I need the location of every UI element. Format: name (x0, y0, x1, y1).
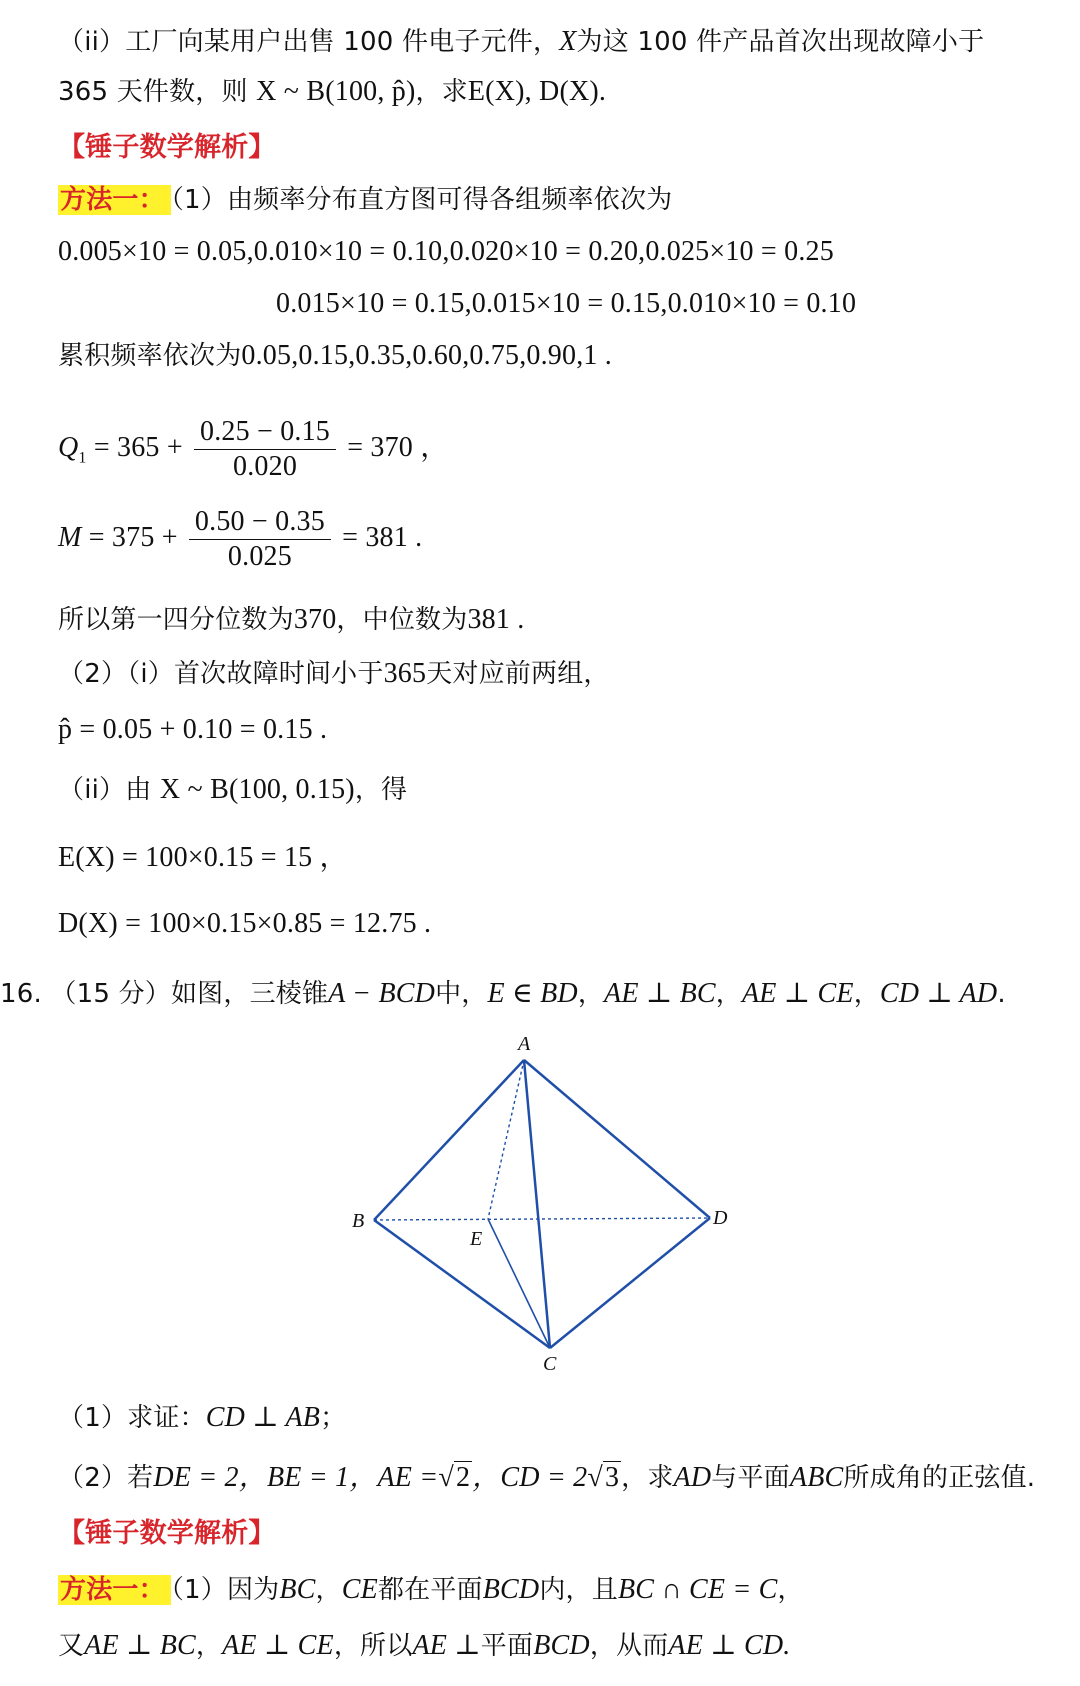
method-one-line (58, 180, 672, 220)
math-line: BC (279, 1574, 316, 1605)
expectation-equation: E(X) = 100×0.15 = 15 ， (58, 842, 348, 873)
math-text: = 381 . (342, 521, 423, 553)
label-b: B (352, 1210, 365, 1232)
text: ； (320, 1403, 347, 1433)
text: . (997, 979, 1006, 1009)
text: （1）由频率分布直方图可得各组频率依次为 (170, 185, 673, 215)
text: ，从而 (589, 1631, 669, 1661)
subquestion-1-line (58, 1398, 346, 1438)
math-value: 381 . (467, 604, 525, 635)
text: 都在平面 (377, 1575, 483, 1605)
math-intersection: BC ∩ CE = C (617, 1574, 778, 1605)
denominator: 0.020 (233, 451, 298, 482)
line-part-ii-question (58, 22, 984, 62)
math-statement: CD ⊥ AB (205, 1402, 321, 1433)
part-2-ii-line (58, 770, 407, 810)
label-a: A (518, 1033, 531, 1055)
math-x: X (559, 26, 577, 57)
text: 内，且 (539, 1575, 618, 1605)
sqrt-radicand: 2 (455, 1462, 471, 1493)
text: 与平面 (711, 1463, 790, 1493)
fraction (189, 505, 331, 574)
text: 平面 (480, 1631, 534, 1661)
solution-heading: 【锤子数学解析】 (58, 132, 276, 163)
text: 365 天件数，则 (58, 77, 248, 107)
math-condition: E ∈ BD (487, 978, 578, 1009)
label-d: D (713, 1207, 728, 1229)
label-c: C (543, 1353, 557, 1375)
first-quartile-formula (58, 415, 448, 484)
math-pyramid: A − BCD (328, 978, 436, 1009)
edge-ac (524, 1060, 550, 1348)
fraction (194, 415, 336, 484)
edge-ae-hidden (488, 1060, 524, 1219)
text: ，求 (415, 77, 468, 107)
text: ， (195, 1631, 223, 1661)
subquestion-2-line: （2）若DE = 2，BE = 1，AE =√2，CD = 2√3，求AD与平面ABC所成角的正弦值. (58, 1462, 1036, 1493)
method-label: 方法一： (58, 1575, 171, 1605)
question-number: 16. (0, 979, 42, 1009)
text: 中， (435, 979, 488, 1009)
math-condition: CD ⊥ AD (879, 978, 998, 1009)
math-statement: AE ⊥ CE (222, 1630, 334, 1661)
cumulative-frequency-line (58, 336, 612, 376)
math-expectation-variance: E(X), D(X). (467, 76, 607, 107)
math-line: AD (673, 1462, 712, 1493)
math-statement: AE ⊥ (412, 1630, 481, 1661)
text: （ii）由 (58, 775, 152, 805)
text: ，所以 (333, 1631, 413, 1661)
text: 所成角的正弦值. (843, 1463, 1036, 1493)
text: 天对应前两组， (426, 659, 610, 689)
math-m: M (58, 521, 82, 553)
text: 又 (58, 1631, 85, 1661)
math-value: 365 (383, 658, 427, 689)
text: ， (315, 1575, 342, 1605)
text: ， (577, 979, 605, 1009)
sqrt-radicand: 3 (604, 1462, 620, 1493)
text: （1）求证： (58, 1403, 206, 1433)
solution-heading-2: 【锤子数学解析】 (58, 1518, 276, 1549)
math-text: = 375 + (88, 521, 178, 553)
math-statement: AE ⊥ CD. (668, 1630, 791, 1661)
math-text: = 365 + (93, 431, 183, 463)
math-q: Q (58, 431, 79, 463)
math-binomial: X ~ B(100, 0.15) (159, 774, 355, 805)
math-given: DE = 2，BE = 1，AE = (153, 1462, 439, 1493)
math-statement: AE ⊥ BC (84, 1630, 196, 1661)
math-plane: ABC (789, 1462, 844, 1493)
frequency-equations-1: 0.005×10 = 0.05,0.010×10 = 0.10,0.020×10 = 0.20,0.025×10 = 0.25 (58, 236, 834, 267)
numerator: 0.25 − 0.15 (194, 415, 336, 450)
conclusion-line (58, 600, 524, 640)
math-plane: BCD (533, 1630, 590, 1661)
math-plane: BCD (482, 1574, 540, 1605)
edge-cd (550, 1218, 710, 1348)
math-value: 370 (293, 604, 337, 635)
method-one-line-2 (58, 1570, 804, 1610)
text: （2）若 (58, 1463, 154, 1493)
text: （1）因为 (170, 1575, 280, 1605)
median-formula (58, 505, 422, 574)
p-hat-equation: p̂ = 0.05 + 0.10 = 0.15 . (58, 714, 328, 745)
final-line (58, 1626, 790, 1666)
text: （15 分）如图，三棱锥 (50, 979, 329, 1009)
text: 为这 100 件产品首次出现故障小于 (576, 27, 985, 57)
edge-ab (374, 1060, 524, 1220)
text: ， (853, 979, 880, 1009)
text: 累积频率依次为 (58, 341, 242, 371)
math-binomial: X ~ B(100, p̂) (256, 76, 416, 107)
pyramid-figure (340, 1030, 760, 1380)
text: ， (715, 979, 742, 1009)
text: ，中位数为 (336, 605, 468, 635)
question-16-line (0, 974, 1006, 1014)
variance-equation: D(X) = 100×0.15×0.85 = 12.75 . (58, 908, 432, 939)
text: ，得 (354, 775, 408, 805)
math-subscript: 1 (78, 449, 87, 467)
frequency-equations-2: 0.015×10 = 0.15,0.015×10 = 0.15,0.010×10 = 0.10 (276, 288, 857, 319)
math-cumulative: 0.05,0.15,0.35,0.60,0.75,0.90,1 . (241, 340, 613, 371)
part-2-i-line (58, 654, 610, 694)
edge-bd-hidden (374, 1218, 710, 1220)
math-given: ，CD = 2 (472, 1462, 588, 1493)
label-e: E (470, 1228, 483, 1250)
denominator: 0.025 (227, 541, 292, 572)
math-condition: AE ⊥ CE (741, 978, 854, 1009)
text: 所以第一四分位数为 (58, 605, 294, 635)
math-condition: AE ⊥ BC (604, 978, 716, 1009)
math-text: = 370 ， (347, 431, 449, 463)
text: ， (777, 1575, 804, 1605)
text: ，求 (621, 1463, 674, 1493)
text: （2）（i）首次故障时间小于 (58, 659, 384, 689)
math-line: CE (341, 1574, 378, 1605)
numerator: 0.50 − 0.35 (189, 505, 331, 540)
text: （ii）工厂向某用户出售 100 件电子元件， (58, 27, 560, 57)
line-part-ii-question-cont (58, 72, 606, 112)
edge-ad (524, 1060, 710, 1218)
edge-bc (374, 1220, 550, 1348)
method-label: 方法一： (58, 185, 171, 215)
